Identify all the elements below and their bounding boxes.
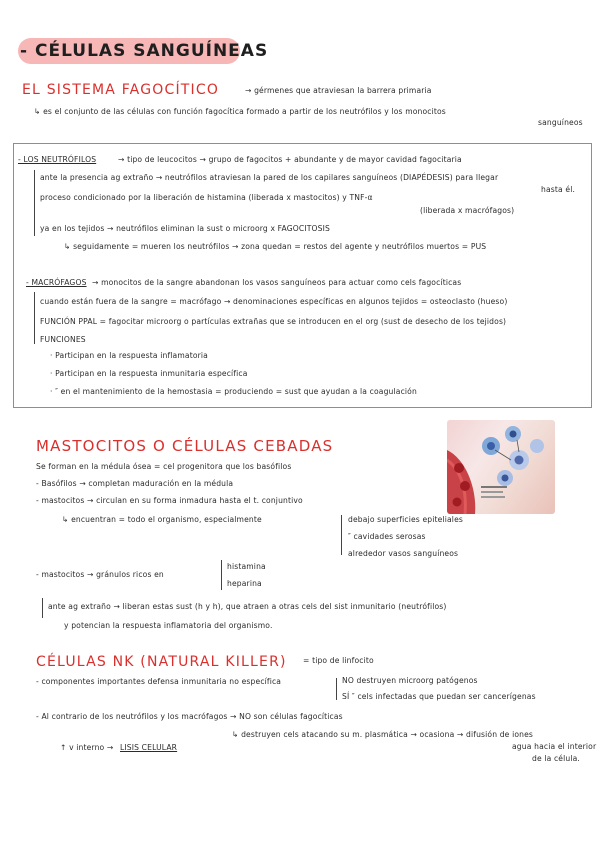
neutrofilos-line-3: ya en los tejidos → neutrófilos eliminan la sust o microorg x FAGOCITOSIS — [40, 224, 330, 233]
section-heading-fagocitico: EL SISTEMA FAGOCÍTICO — [22, 82, 220, 98]
mastocitos-location-brace — [341, 515, 342, 555]
nk-line-3-cont-2: de la célula. — [532, 754, 580, 763]
nk-line-3: ↳ destruyen cels atacando su m. plasmática → ocasiona → difusión de iones — [232, 730, 534, 739]
mastocitos-location-3: alrededor vasos sanguíneos — [348, 549, 459, 558]
macrofagos-heading: - MACRÓFAGOS — [26, 278, 87, 287]
mastocitos-line-1: Se forman en la médula ósea = cel progenitora que los basófilos — [36, 462, 292, 471]
neutrofilos-line-1: ante la presencia ag extraño → neutrófilos atraviesan la pared de los capilares sanguíneos (DIAPÉDESIS) para llegar — [40, 173, 499, 182]
granulo-histamina: histamina — [227, 562, 266, 571]
section-heading-mastocitos: MASTOCITOS O CÉLULAS CEBADAS — [36, 437, 334, 455]
neutrofilos-line-2: proceso condicionado por la liberación de histamina (liberada x mastocitos) y TNF-α — [40, 193, 373, 202]
nk-line-4: ↑ v interno → — [60, 743, 114, 752]
mastocyte-illustration-svg — [447, 420, 555, 514]
nk-si-destruyen: SÍ ″ cels infectadas que puedan ser cancerígenas — [342, 692, 536, 701]
nk-lisis-celular: LISIS CELULAR — [120, 743, 178, 752]
mastocitos-line-7: y potencian la respuesta inflamatoria del organismo. — [64, 621, 273, 630]
fagocitico-definition-cont: sanguíneos — [538, 118, 583, 127]
macrofagos-line-2: FUNCIÓN PPAL = fagocitar microorg o partículas extrañas que se introducen en el org (sust de desecho de los tejidos) — [40, 317, 507, 326]
macrofagos-line-5: · Participan en la respuesta inmunitaria específica — [50, 369, 248, 378]
neutrofilos-heading: - LOS NEUTRÓFILOS — [18, 155, 97, 164]
mastocitos-line-6: ante ag extraño → liberan estas sust (h y h), que atraen a otras cels del sist inmunitario (neutrófilos) — [48, 602, 447, 611]
neutrofilos-brace — [34, 170, 35, 236]
section-heading-nk: CÉLULAS NK (NATURAL KILLER) — [36, 654, 287, 670]
granulos-brace — [221, 560, 222, 590]
neutrofilos-line-1-cont: hasta él. — [541, 185, 576, 194]
mastocitos-location-2: ″ cavidades serosas — [348, 532, 426, 541]
macrofagos-line-4: · Participan en la respuesta inflamatoria — [50, 351, 208, 360]
macrofagos-heading-rest: → monocitos de la sangre abandonan los vasos sanguíneos para actuar como cels fagocíticas — [92, 278, 462, 287]
mastocitos-reaction-brace — [42, 598, 43, 618]
nk-line-3-cont-1: agua hacia el interior — [512, 742, 597, 751]
neutrofilos-line-4: ↳ seguidamente = mueren los neutrófilos → zona quedan = restos del agente y neutrófilos muertos = PUS — [64, 242, 487, 251]
nk-brace — [336, 678, 337, 700]
macrofagos-brace — [34, 292, 35, 344]
mastocyte-illustration — [447, 420, 555, 514]
mastocitos-line-4: ↳ encuentran = todo el organismo, especialmente — [62, 515, 262, 524]
page-title: - CÉLULAS SANGUÍNEAS — [20, 41, 269, 61]
fagocitico-definition: ↳ es el conjunto de las células con función fagocítica formado a partir de los neutrófilos y los monocitos — [34, 107, 446, 116]
macrofagos-line-1: cuando están fuera de la sangre = macrófago → denominaciones específicas en algunos tejidos = osteoclasto (hueso) — [40, 297, 508, 306]
mastocitos-line-3: - mastocitos → circulan en su forma inmadura hasta el t. conjuntivo — [36, 496, 303, 505]
granulo-heparina: heparina — [227, 579, 262, 588]
nk-heading-note: = tipo de linfocito — [303, 656, 374, 665]
mastocitos-location-1: debajo superficies epiteliales — [348, 515, 463, 524]
fagocitico-heading-note: → gérmenes que atraviesan la barrera primaria — [245, 86, 432, 95]
macrofagos-line-6: · ″ en el mantenimiento de la hemostasia = produciendo = sust que ayudan a la coagulación — [50, 387, 417, 396]
nk-line-1: - componentes importantes defensa inmunitaria no específica — [36, 677, 282, 686]
nk-line-2: - Al contrario de los neutrófilos y los macrófagos → NO son células fagocíticas — [36, 712, 343, 721]
mastocitos-line-2: - Basófilos → completan maduración en la médula — [36, 479, 234, 488]
neutrofilos-line-2-cont: (liberada x macrófagos) — [420, 206, 515, 215]
neutrofilos-heading-rest: → tipo de leucocitos → grupo de fagocitos + abundante y de mayor cavidad fagocitaria — [118, 155, 462, 164]
nk-no-destruyen: NO destruyen microorg patógenos — [342, 676, 478, 685]
mastocitos-line-5: - mastocitos → gránulos ricos en — [36, 570, 164, 579]
macrofagos-line-3: FUNCIONES — [40, 335, 86, 344]
